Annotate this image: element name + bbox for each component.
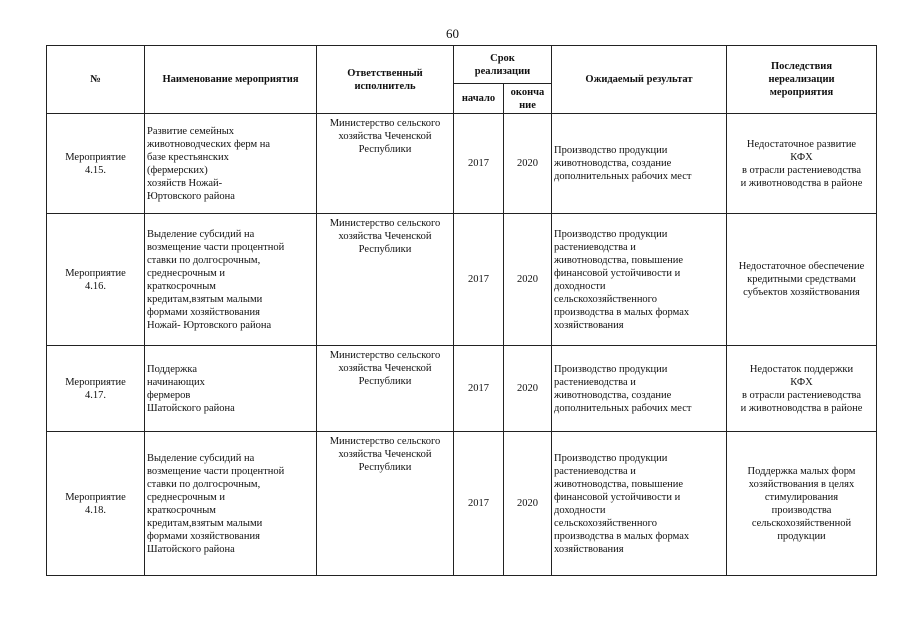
row-number: Мероприятие 4.18. (47, 432, 145, 576)
row-name: Поддержка начинающих фермеров Шатойского района (145, 346, 317, 432)
row-number: Мероприятие 4.17. (47, 346, 145, 432)
row-result: Производство продукции растениеводства и животноводства, создание дополнительных рабочих мест (552, 346, 727, 432)
header-name: Наименование мероприятия (145, 46, 317, 114)
header-consequences: Последствия нереализации мероприятия (727, 46, 877, 114)
row-executor: Министерство сельского хозяйства Чеченской Республики (317, 346, 454, 432)
table-row (47, 432, 877, 576)
row-result: Производство продукции животноводства, создание дополнительных рабочих мест (552, 114, 727, 214)
header-row (47, 46, 877, 84)
header-term: Срок реализации (454, 46, 552, 84)
row-start: 2017 (454, 214, 504, 346)
header-start: начало (454, 84, 504, 114)
table-row (47, 114, 877, 214)
row-number: Мероприятие 4.16. (47, 214, 145, 346)
row-end: 2020 (504, 114, 552, 214)
table-row (47, 346, 877, 432)
header-end: оконча ние (504, 84, 552, 114)
row-number: Мероприятие 4.15. (47, 114, 145, 214)
row-name: Развитие семейных животноводческих ферм на базе крестьянских (фермерских) хозяйств Ножай- Юртовского района (145, 114, 317, 214)
row-start: 2017 (454, 432, 504, 576)
row-result: Производство продукции растениеводства и животноводства, повышение финансовой устойчивости и доходности сельскохозяйственного производства в малых формах хозяйствования (552, 214, 727, 346)
row-executor: Министерство сельского хозяйства Чеченской Республики (317, 432, 454, 576)
row-start: 2017 (454, 114, 504, 214)
header-executor: Ответственный исполнитель (317, 46, 454, 114)
row-result: Производство продукции растениеводства и животноводства, повышение финансовой устойчивости и доходности сельскохозяйственного производства в малых формах хозяйствования (552, 432, 727, 576)
row-end: 2020 (504, 214, 552, 346)
measures-table (46, 45, 877, 576)
row-name: Выделение субсидий на возмещение части процентной ставки по долгосрочным, среднесрочным и краткосрочным кредитам,взятым малыми формами хозяйствования Ножай- Юртовского района (145, 214, 317, 346)
row-name: Выделение субсидий на возмещение части процентной ставки по долгосрочным, среднесрочным и краткосрочным кредитам,взятым малыми формами хозяйствования Шатойского района (145, 432, 317, 576)
header-result: Ожидаемый результат (552, 46, 727, 114)
row-consequences: Недостаточное развитие КФХ в отрасли растениеводства и животноводства в районе (727, 114, 877, 214)
row-executor: Министерство сельского хозяйства Чеченской Республики (317, 114, 454, 214)
row-end: 2020 (504, 432, 552, 576)
table-row (47, 214, 877, 346)
row-start: 2017 (454, 346, 504, 432)
row-executor: Министерство сельского хозяйства Чеченской Республики (317, 214, 454, 346)
row-end: 2020 (504, 346, 552, 432)
row-consequences: Недостаток поддержки КФХ в отрасли растениеводства и животноводства в районе (727, 346, 877, 432)
header-num: № (47, 46, 145, 114)
row-consequences: Поддержка малых форм хозяйствования в целях стимулирования производства сельскохозяйственной продукции (727, 432, 877, 576)
row-consequences: Недостаточное обеспечение кредитными средствами субъектов хозяйствования (727, 214, 877, 346)
page-number: 60 (446, 26, 459, 41)
